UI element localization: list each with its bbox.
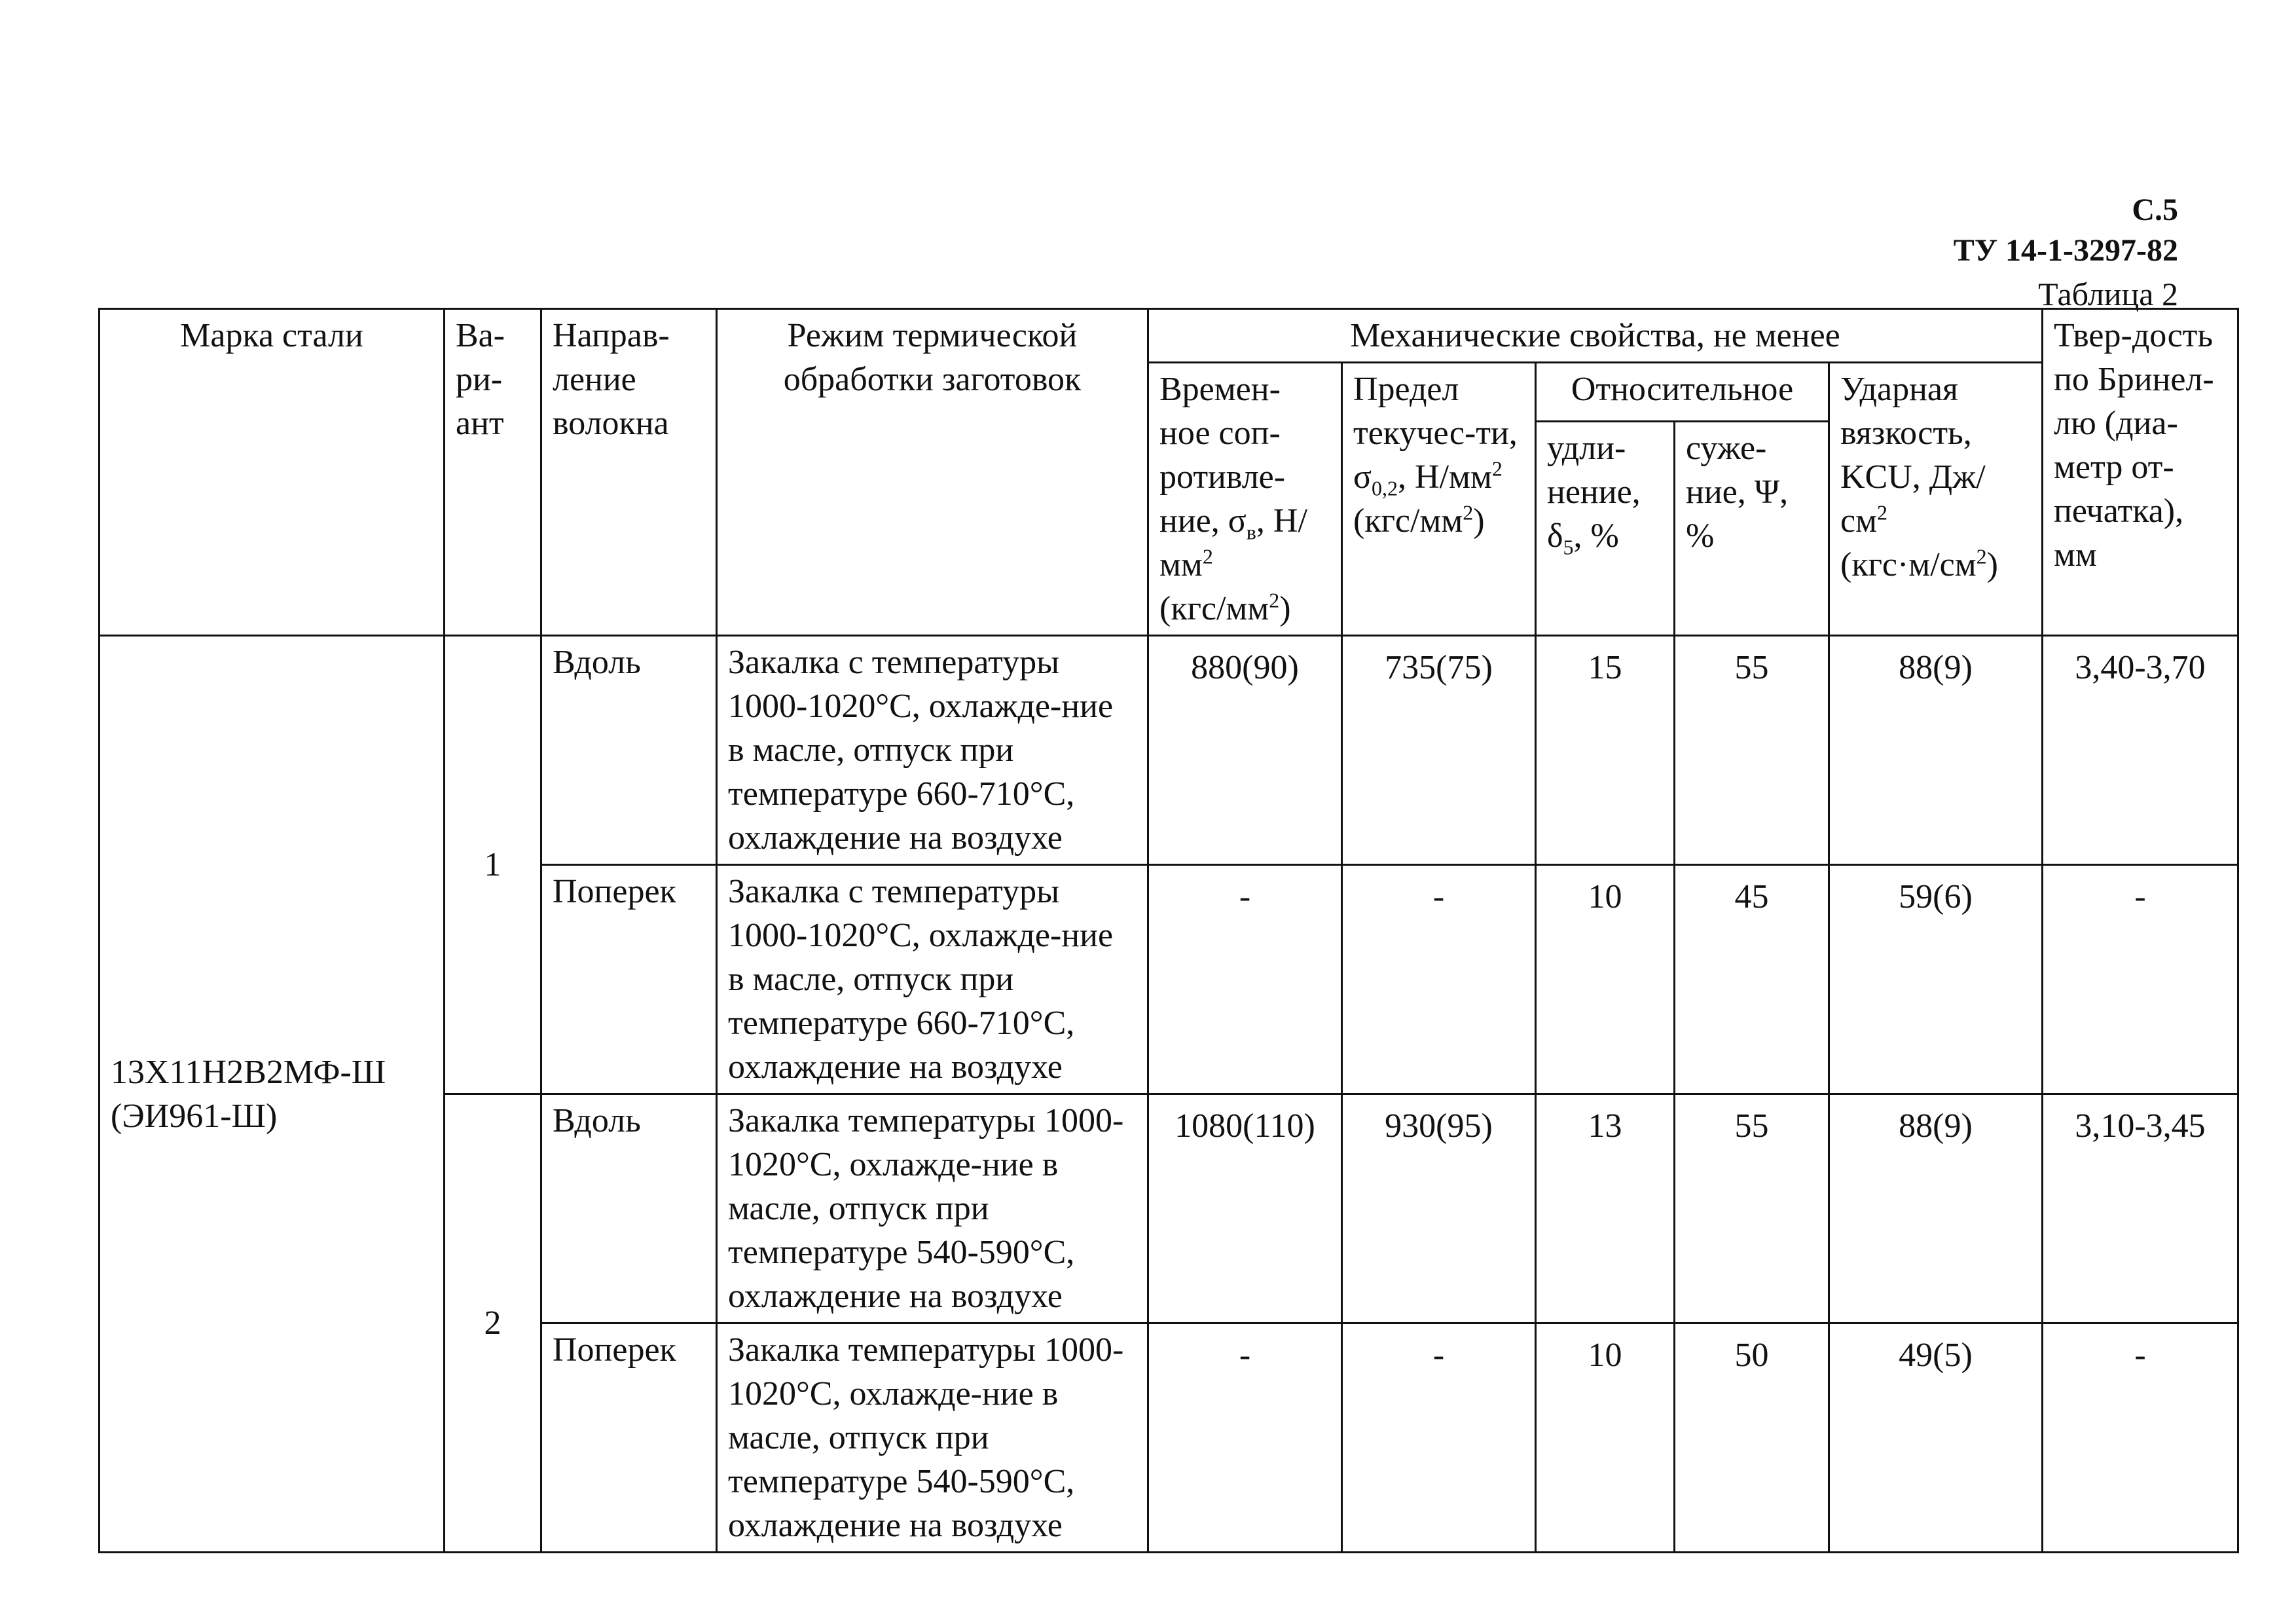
col-elongation-header (1536, 421, 1675, 636)
reduction-cell: 55 (1675, 636, 1829, 865)
tensile-label: Времен-ное соп-ротивле-ние, σ (1159, 371, 1286, 540)
hardness-cell: 3,10-3,45 (2043, 1094, 2238, 1323)
table-label: Таблица 2 (2038, 276, 2178, 312)
hardness-cell: 3,40-3,70 (2043, 636, 2238, 865)
variant-cell: 2 (445, 1094, 541, 1553)
tensile-cell: - (1148, 1323, 1342, 1553)
reduction-cell: 50 (1675, 1323, 1829, 1553)
col-tensile-header (1148, 363, 1342, 636)
yield-unit-alt-sup: 2 (1463, 500, 1474, 525)
grade-cell: 13Х11Н2В2МФ-Ш (ЭИ961-Ш) (100, 636, 445, 1553)
reduction-cell: 45 (1675, 865, 1829, 1094)
yield-cell: 930(95) (1342, 1094, 1536, 1323)
col-direction-header: Направ-ление волокна (541, 309, 717, 636)
tensile-sub: в (1246, 520, 1256, 544)
tensile-unit: , Н/мм (1159, 502, 1307, 583)
tensile-unit-alt-sup: 2 (1269, 588, 1280, 612)
yield-cell: - (1342, 865, 1536, 1094)
impact-cell: 59(6) (1829, 865, 2043, 1094)
col-variant-text: Ва-ри-ант (456, 317, 505, 442)
document-id: ТУ 14-1-3297-82 (1953, 233, 2178, 268)
elongation-cell: 10 (1536, 1323, 1675, 1553)
impact-unit-alt-end: ) (1986, 546, 1998, 583)
impact-cell: 88(9) (1829, 1094, 2043, 1323)
col-grade-header: Марка стали (100, 309, 445, 636)
hardness-cell: - (2043, 865, 2238, 1094)
direction-cell: Поперек (541, 865, 717, 1094)
impact-unit-alt: (кгс·м/см (1840, 546, 1977, 583)
col-yield-header (1342, 363, 1536, 636)
yield-unit-alt: (кгс/мм (1353, 502, 1463, 540)
col-hardness-header: Твер-дость по Бринел-лю (диа-метр от-печатка), мм (2043, 309, 2238, 636)
yield-cell: - (1342, 1323, 1536, 1553)
tensile-unit-sup: 2 (1202, 544, 1213, 568)
yield-label: Предел текучес-ти, σ (1353, 371, 1518, 496)
tensile-cell: 1080(110) (1148, 1094, 1342, 1323)
yield-unit-alt-end: ) (1473, 502, 1485, 540)
page-header (1954, 190, 2178, 314)
direction-cell: Вдоль (541, 1094, 717, 1323)
tensile-unit-alt: (кгс/мм (1159, 590, 1269, 627)
impact-cell: 88(9) (1829, 636, 2043, 865)
treatment-cell: Закалка температуры 1000-1020°С, охлажде-ние в масле, отпуск при температуре 540-590°С, охлаждение на воздухе (717, 1323, 1148, 1553)
elongation-cell: 13 (1536, 1094, 1675, 1323)
col-relative-header: Относительное (1536, 363, 1829, 422)
yield-unit-sup: 2 (1491, 456, 1503, 481)
yield-sub: 0,2 (1372, 476, 1398, 500)
direction-cell: Вдоль (541, 636, 717, 865)
mechanical-properties-table (98, 308, 2239, 1553)
elongation-sub: 5 (1563, 534, 1574, 559)
col-variant-header (445, 309, 541, 636)
impact-unit-alt-sup: 2 (1976, 544, 1987, 568)
variant-cell: 1 (445, 636, 541, 1094)
yield-unit: , Н/мм (1398, 458, 1492, 496)
yield-cell: 735(75) (1342, 636, 1536, 865)
header-row-1 (100, 309, 2238, 363)
elongation-cell: 10 (1536, 865, 1675, 1094)
tensile-unit-alt-end: ) (1279, 590, 1291, 627)
col-treatment-header: Режим термической обработки заготовок (717, 309, 1148, 636)
direction-cell: Поперек (541, 1323, 717, 1553)
col-mech-group-header: Механические свойства, не менее (1148, 309, 2043, 363)
elongation-cell: 15 (1536, 636, 1675, 865)
col-impact-header (1829, 363, 2043, 636)
reduction-cell: 55 (1675, 1094, 1829, 1323)
impact-unit-sup: 2 (1877, 500, 1887, 525)
impact-cell: 49(5) (1829, 1323, 2043, 1553)
elongation-label: удли-нение, δ (1547, 429, 1641, 555)
treatment-cell: Закалка с температуры 1000-1020°С, охлажде-ние в масле, отпуск при температуре 660-710°С, охлаждение на воздухе (717, 636, 1148, 865)
col-reduction-header: суже-ние, Ψ, % (1675, 421, 1829, 636)
page-number: С.5 (2132, 193, 2178, 227)
impact-label: Ударная вязкость, KCU, Дж/см (1840, 371, 1986, 540)
table-row (100, 636, 2238, 865)
hardness-cell: - (2043, 1323, 2238, 1553)
tensile-cell: 880(90) (1148, 636, 1342, 865)
elongation-unit: , % (1573, 517, 1619, 555)
treatment-cell: Закалка с температуры 1000-1020°С, охлажде-ние в масле, отпуск при температуре 660-710°С, охлаждение на воздухе (717, 865, 1148, 1094)
treatment-cell: Закалка температуры 1000-1020°С, охлажде-ние в масле, отпуск при температуре 540-590°С, охлаждение на воздухе (717, 1094, 1148, 1323)
tensile-cell: - (1148, 865, 1342, 1094)
